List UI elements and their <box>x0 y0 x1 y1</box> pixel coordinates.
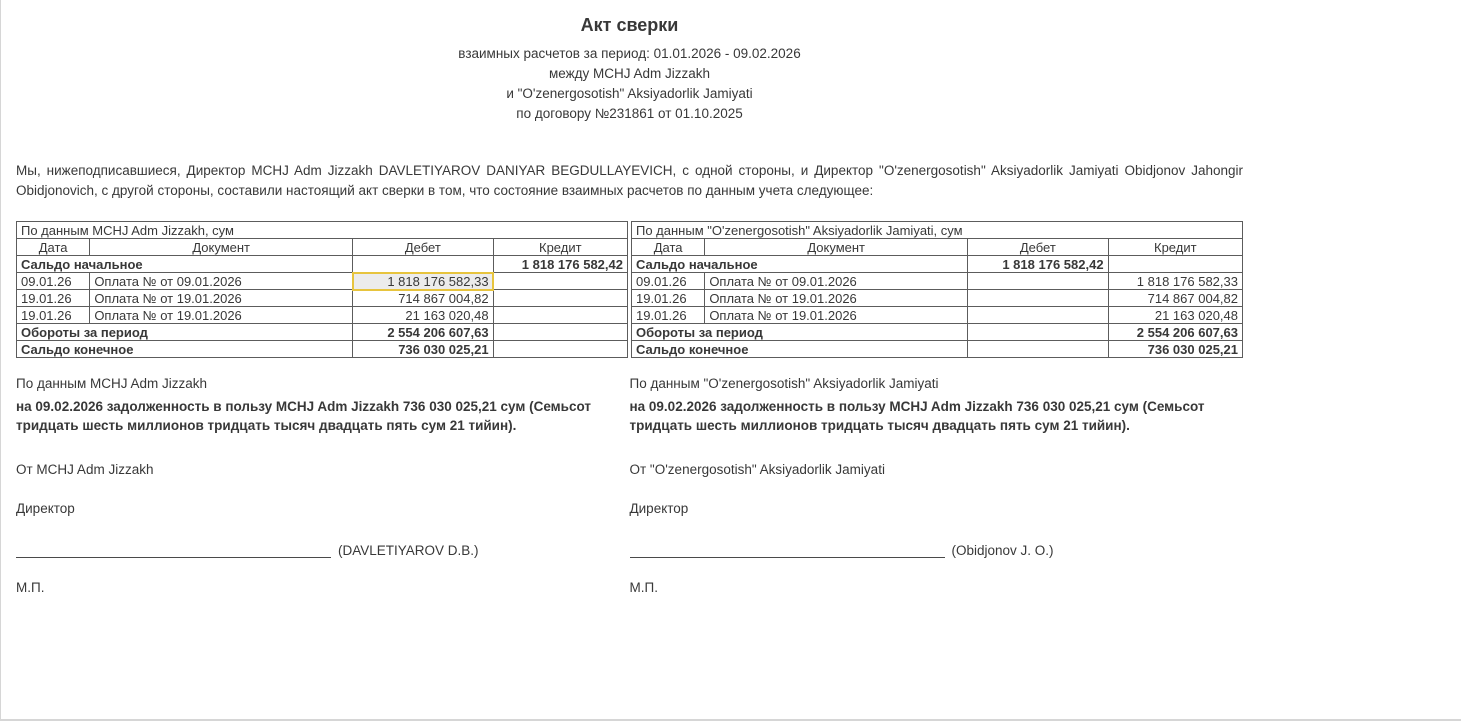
row-label[interactable]: Сальдо конечное <box>632 341 968 358</box>
selected-cell[interactable]: 1 818 176 582,33 <box>353 273 494 290</box>
cell-credit[interactable] <box>493 290 627 307</box>
cell-date[interactable]: 19.01.26 <box>17 290 90 307</box>
closing-balance-row <box>17 341 628 358</box>
cell-debit[interactable]: 736 030 025,21 <box>353 341 494 358</box>
opening-balance-row <box>632 256 1243 273</box>
opening-balance-row <box>17 256 628 273</box>
cell-credit[interactable]: 714 867 004,82 <box>1108 290 1242 307</box>
column-header-document[interactable]: Документ <box>705 239 968 256</box>
right-party-table <box>631 221 1243 358</box>
cell-credit[interactable]: 21 163 020,48 <box>1108 307 1242 324</box>
cell-debit[interactable] <box>968 341 1109 358</box>
stamp-placeholder: М.П. <box>629 580 658 595</box>
closing-balance-row <box>632 341 1243 358</box>
cell-document[interactable]: Оплата № от 19.01.2026 <box>705 307 968 324</box>
turnover-row <box>632 324 1243 341</box>
table-header-row <box>632 239 1243 256</box>
conclusion-statement: на 09.02.2026 задолженность в пользу MCHJ Adm Jizzakh 736 030 025,21 сум (Семьсот тридцать шесть миллионов тридцать тысяч двадцать пять сум 21 тийин). <box>16 399 591 433</box>
column-header-credit[interactable]: Кредит <box>493 239 627 256</box>
column-header-credit[interactable]: Кредит <box>1108 239 1242 256</box>
cell-date[interactable]: 19.01.26 <box>17 307 90 324</box>
signature-from: От MCHJ Adm Jizzakh <box>16 462 154 477</box>
table-row <box>17 222 628 239</box>
cell-debit[interactable] <box>353 256 494 273</box>
signature-name: (Obidjonov J. O.) <box>951 543 1054 558</box>
column-header-document[interactable]: Документ <box>90 239 353 256</box>
cell-debit[interactable]: 1 818 176 582,42 <box>968 256 1109 273</box>
signature-row <box>16 543 630 558</box>
signature-from: От "O'zenergosotish" Aksiyadorlik Jamiyati <box>629 462 885 477</box>
table-row <box>17 290 628 307</box>
cell-debit[interactable]: 714 867 004,82 <box>353 290 494 307</box>
row-label[interactable]: Сальдо начальное <box>632 256 968 273</box>
column-header-date[interactable]: Дата <box>632 239 705 256</box>
cell-document[interactable]: Оплата № от 09.01.2026 <box>90 273 353 290</box>
document-header <box>16 13 1243 124</box>
column-header-debit[interactable]: Дебет <box>968 239 1109 256</box>
cell-debit[interactable] <box>968 273 1109 290</box>
intro-paragraph: Мы, нижеподписавшиеся, Директор MCHJ Adm Jizzakh DAVLETIYAROV DANIYAR BEGDULLAYEVICH, с одной стороны, и Директор "O'zenergosotish" Aksiyadorlik Jamiyati Obidjonov Jahongir Obidjonovich, с другой стороны, составили настоящий акт сверки в том, что состояние взаимных расчетов по данным учета следующее: <box>16 163 1243 198</box>
reconciliation-act-document <box>16 0 1243 595</box>
conclusion-heading: По данным MCHJ Adm Jizzakh <box>16 376 208 391</box>
table-row <box>17 307 628 324</box>
cell-credit[interactable] <box>493 341 627 358</box>
row-label[interactable]: Сальдо начальное <box>17 256 353 273</box>
cell-debit[interactable]: 21 163 020,48 <box>353 307 494 324</box>
cell-debit[interactable] <box>968 290 1109 307</box>
cell-credit[interactable]: 1 818 176 582,33 <box>1108 273 1242 290</box>
cell-date[interactable]: 09.01.26 <box>17 273 90 290</box>
left-party-table <box>16 221 628 358</box>
right-party-column <box>630 375 1244 595</box>
signature-line <box>630 544 945 558</box>
cell-credit[interactable] <box>1108 256 1242 273</box>
cell-debit[interactable]: 2 554 206 607,63 <box>353 324 494 341</box>
cell-credit[interactable] <box>493 273 627 290</box>
table-caption[interactable]: По данным MCHJ Adm Jizzakh, сум <box>17 222 628 239</box>
table-caption[interactable]: По данным "O'zenergosotish" Aksiyadorlik Jamiyati, сум <box>632 222 1243 239</box>
table-header-row <box>17 239 628 256</box>
table-row <box>632 307 1243 324</box>
conclusion-heading: По данным "O'zenergosotish" Aksiyadorlik Jamiyati <box>629 376 939 391</box>
signature-position: Директор <box>629 501 689 516</box>
turnover-row <box>17 324 628 341</box>
cell-date[interactable]: 19.01.26 <box>632 307 705 324</box>
document-title: Акт сверки <box>580 15 679 35</box>
cell-document[interactable]: Оплата № от 19.01.2026 <box>90 290 353 307</box>
cell-credit[interactable]: 2 554 206 607,63 <box>1108 324 1242 341</box>
cell-credit[interactable] <box>493 307 627 324</box>
cell-credit[interactable] <box>493 324 627 341</box>
reconciliation-tables <box>16 221 1243 358</box>
cell-document[interactable]: Оплата № от 19.01.2026 <box>90 307 353 324</box>
conclusion-statement: на 09.02.2026 задолженность в пользу MCHJ Adm Jizzakh 736 030 025,21 сум (Семьсот тридцать шесть миллионов тридцать тысяч двадцать пять сум 21 тийин). <box>629 399 1205 433</box>
signature-position: Директор <box>16 501 75 516</box>
row-label[interactable]: Обороты за период <box>632 324 968 341</box>
cell-credit[interactable]: 736 030 025,21 <box>1108 341 1242 358</box>
cell-credit[interactable]: 1 818 176 582,42 <box>493 256 627 273</box>
cell-document[interactable]: Оплата № от 09.01.2026 <box>705 273 968 290</box>
table-row <box>632 290 1243 307</box>
table-row <box>632 273 1243 290</box>
cell-debit[interactable] <box>968 324 1109 341</box>
cell-date[interactable]: 19.01.26 <box>632 290 705 307</box>
cell-debit[interactable] <box>968 307 1109 324</box>
row-label[interactable]: Обороты за период <box>17 324 353 341</box>
row-label[interactable]: Сальдо конечное <box>17 341 353 358</box>
table-row <box>632 222 1243 239</box>
cell-date[interactable]: 09.01.26 <box>632 273 705 290</box>
cell-document[interactable]: Оплата № от 19.01.2026 <box>705 290 968 307</box>
subtitle-period: взаимных расчетов за период: 01.01.2026 - 09.02.2026 <box>458 46 801 61</box>
subtitle-party-one: между MCHJ Adm Jizzakh <box>548 66 711 81</box>
column-header-date[interactable]: Дата <box>17 239 90 256</box>
subtitle-contract: по договору №231861 от 01.10.2025 <box>516 106 743 121</box>
column-header-debit[interactable]: Дебет <box>353 239 494 256</box>
signature-name: (DAVLETIYAROV D.B.) <box>338 543 479 558</box>
left-party-column <box>16 375 630 595</box>
lower-section <box>16 375 1243 595</box>
subtitle-party-two: и "O'zenergosotish" Aksiyadorlik Jamiyati <box>506 86 753 101</box>
stamp-placeholder: М.П. <box>16 580 45 595</box>
signature-line <box>16 544 331 558</box>
table-row <box>17 273 628 290</box>
signature-row <box>630 543 1244 558</box>
